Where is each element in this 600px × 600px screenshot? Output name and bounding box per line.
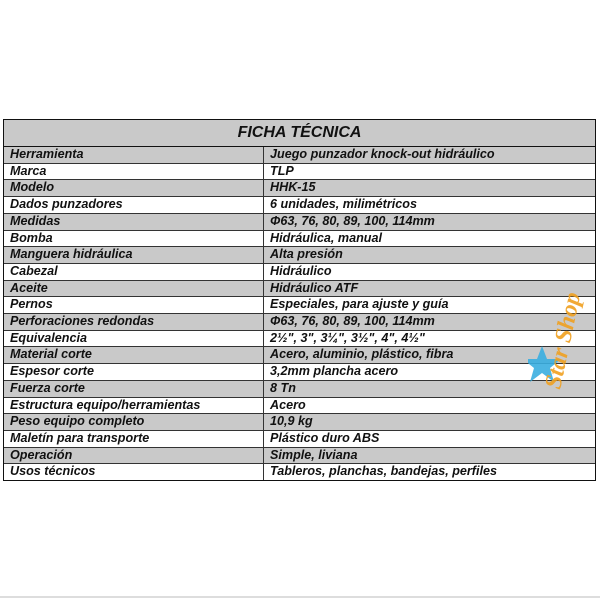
spec-label: Peso equipo completo	[4, 414, 264, 431]
spec-row	[4, 247, 595, 264]
spec-value: 10,9 kg	[264, 414, 596, 431]
spec-value: Acero, aluminio, plástico, fibra	[264, 347, 596, 364]
spec-label: Aceite	[4, 280, 264, 297]
spec-row	[4, 314, 595, 331]
spec-row	[4, 180, 595, 197]
spec-value: Tableros, planchas, bandejas, perfiles	[270, 464, 498, 479]
spec-value: 8 Tn	[264, 380, 596, 397]
spec-value: Φ63, 76, 80, 89, 100, 114mm	[264, 213, 596, 230]
spec-value: Plástico duro ABS	[264, 430, 596, 447]
spec-value: HHK-15	[264, 180, 596, 197]
spec-label: Estructura equipo/herramientas	[4, 397, 264, 414]
spec-value: Φ63, 76, 80, 89, 100, 114mm	[264, 314, 596, 331]
spec-label: Bomba	[4, 230, 264, 247]
spec-row	[4, 397, 595, 414]
spec-value: Hidráulico	[264, 263, 596, 280]
spec-value: Hidráulico ATF	[264, 280, 596, 297]
spec-label: Manguera hidráulica	[4, 247, 264, 264]
spec-row	[4, 414, 595, 431]
spec-label: Material corte	[4, 347, 264, 364]
spec-row	[4, 364, 595, 381]
sheet-title: FICHA TÉCNICA	[4, 120, 595, 147]
spec-value: 3,2mm plancha acero	[264, 364, 596, 381]
spec-row	[4, 280, 595, 297]
spec-value: Especiales, para ajuste y guía	[264, 297, 596, 314]
spec-value: 2½", 3", 3¼", 3½", 4", 4½"	[264, 330, 596, 347]
spec-label: Pernos	[4, 297, 264, 314]
spec-value: Simple, liviana	[264, 447, 596, 464]
spec-table	[4, 147, 595, 480]
spec-row	[4, 330, 595, 347]
spec-label: Usos técnicos	[4, 464, 264, 480]
spec-label: Operación	[4, 447, 264, 464]
spec-label: Perforaciones redondas	[4, 314, 264, 331]
spec-value: Juego punzador knock-out hidráulico	[264, 147, 596, 163]
spec-row	[4, 430, 595, 447]
spec-label: Medidas	[4, 213, 264, 230]
spec-label: Fuerza corte	[4, 380, 264, 397]
spec-label: Equivalencia	[4, 330, 264, 347]
star-shop-logo-watermark	[528, 258, 588, 408]
spec-row	[4, 263, 595, 280]
spec-row	[4, 197, 595, 214]
spec-label: Espesor corte	[4, 364, 264, 381]
spec-row	[4, 447, 595, 464]
spec-sheet	[3, 119, 596, 481]
spec-row	[4, 297, 595, 314]
spec-label: Cabezal	[4, 263, 264, 280]
watermark-text: Star Shop	[540, 289, 587, 392]
spec-value: Acero	[264, 397, 596, 414]
spec-value: TLP	[264, 163, 596, 180]
spec-row	[4, 230, 595, 247]
spec-label: Dados punzadores	[4, 197, 264, 214]
spec-row	[4, 213, 595, 230]
spec-row	[4, 147, 595, 163]
spec-value: 6 unidades, milimétricos	[264, 197, 596, 214]
spec-label: Modelo	[4, 180, 264, 197]
spec-value: Alta presión	[264, 247, 596, 264]
spec-label: Herramienta	[4, 147, 264, 163]
spec-row	[4, 347, 595, 364]
spec-row	[4, 163, 595, 180]
spec-row	[4, 464, 595, 480]
spec-value: Hidráulica, manual	[264, 230, 596, 247]
spec-label: Maletín para transporte	[4, 430, 264, 447]
spec-label: Marca	[4, 163, 264, 180]
spec-row	[4, 380, 595, 397]
divider	[0, 596, 600, 598]
